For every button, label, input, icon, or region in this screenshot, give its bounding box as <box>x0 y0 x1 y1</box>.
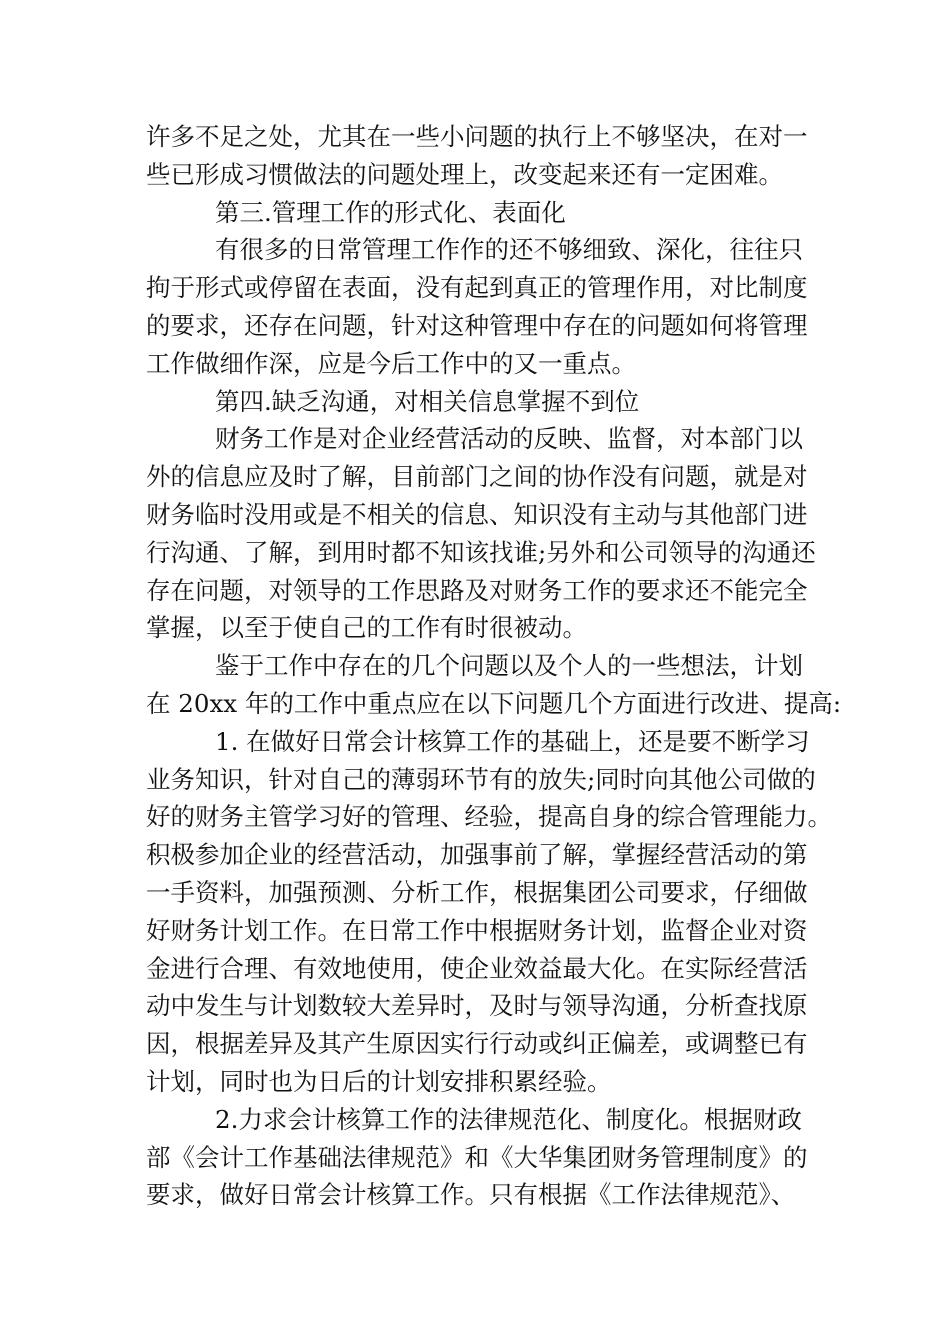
text-line: 鉴于工作中存在的几个问题以及个人的一些想法，计划 <box>215 651 803 681</box>
text-line: 一手资料，加强预测、分析工作，根据集团公司要求，仔细做 <box>146 877 808 907</box>
text-line: 工作做细作深，应是今后工作中的又一重点。 <box>146 348 636 378</box>
text-line: 金进行合理、有效地使用，使企业效益最大化。在实际经营活 <box>146 953 808 983</box>
text-line: 行沟通、了解，到用时都不知该找谁;另外和公司领导的沟通还 <box>146 537 816 567</box>
text-line: 因，根据差异及其产生原因实行行动或纠正偏差，或调整已有 <box>146 1029 808 1059</box>
list-item-1: 1. 在做好日常会计核算工作的基础上，还是要不断学习 <box>215 726 810 756</box>
text-line: 掌握，以至于使自己的工作有时很被动。 <box>146 613 587 643</box>
text-line: 动中发生与计划数较大差异时，及时与领导沟通，分析查找原 <box>146 991 808 1021</box>
text-line: 计划，同时也为日后的计划安排积累经验。 <box>146 1066 612 1096</box>
section-heading: 第四.缺乏沟通，对相关信息掌握不到位 <box>215 386 640 416</box>
text-line: 在 20xx 年的工作中重点应在以下问题几个方面进行改进、提高: <box>146 688 842 718</box>
text-line: 积极参加企业的经营活动，加强事前了解，掌握经营活动的第 <box>146 840 808 870</box>
body-text <box>146 118 842 1214</box>
text-line: 财务工作是对企业经营活动的反映、监督，对本部门以 <box>215 424 803 454</box>
text-line: 的要求，还存在问题，针对这种管理中存在的问题如何将管理 <box>146 310 808 340</box>
text-line: 存在问题，对领导的工作思路及对财务工作的要求还不能完全 <box>146 575 808 605</box>
text-line: 部《会计工作基础法律规范》和《大华集团财务管理制度》的 <box>146 1142 808 1172</box>
text-line: 好的财务主管学习好的管理、经验，提高自身的综合管理能力。 <box>146 802 832 832</box>
text-line: 外的信息应及时了解，目前部门之间的协作没有问题，就是对 <box>146 462 808 492</box>
list-item-2: 2.力求会计核算工作的法律规范化、制度化。根据财政 <box>215 1104 802 1134</box>
text-line: 要求，做好日常会计核算工作。只有根据《工作法律规范》、 <box>146 1180 796 1210</box>
text-line: 财务临时没用或是不相关的信息、知识没有主动与其他部门进 <box>146 499 808 529</box>
section-heading: 第三.管理工作的形式化、表面化 <box>215 197 566 227</box>
text-line: 些已形成习惯做法的问题处理上，改变起来还有一定困难。 <box>146 159 783 189</box>
text-line: 许多不足之处，尤其在一些小问题的执行上不够坚决，在对一 <box>146 122 808 151</box>
text-line: 业务知识，针对自己的薄弱环节有的放失;同时向其他公司做的 <box>146 764 816 794</box>
text-line: 有很多的日常管理工作作的还不够细致、深化，往往只 <box>215 235 803 265</box>
text-line: 拘于形式或停留在表面，没有起到真正的管理作用，对比制度 <box>146 273 808 303</box>
text-line: 好财务计划工作。在日常工作中根据财务计划，监督企业对资 <box>146 915 808 945</box>
